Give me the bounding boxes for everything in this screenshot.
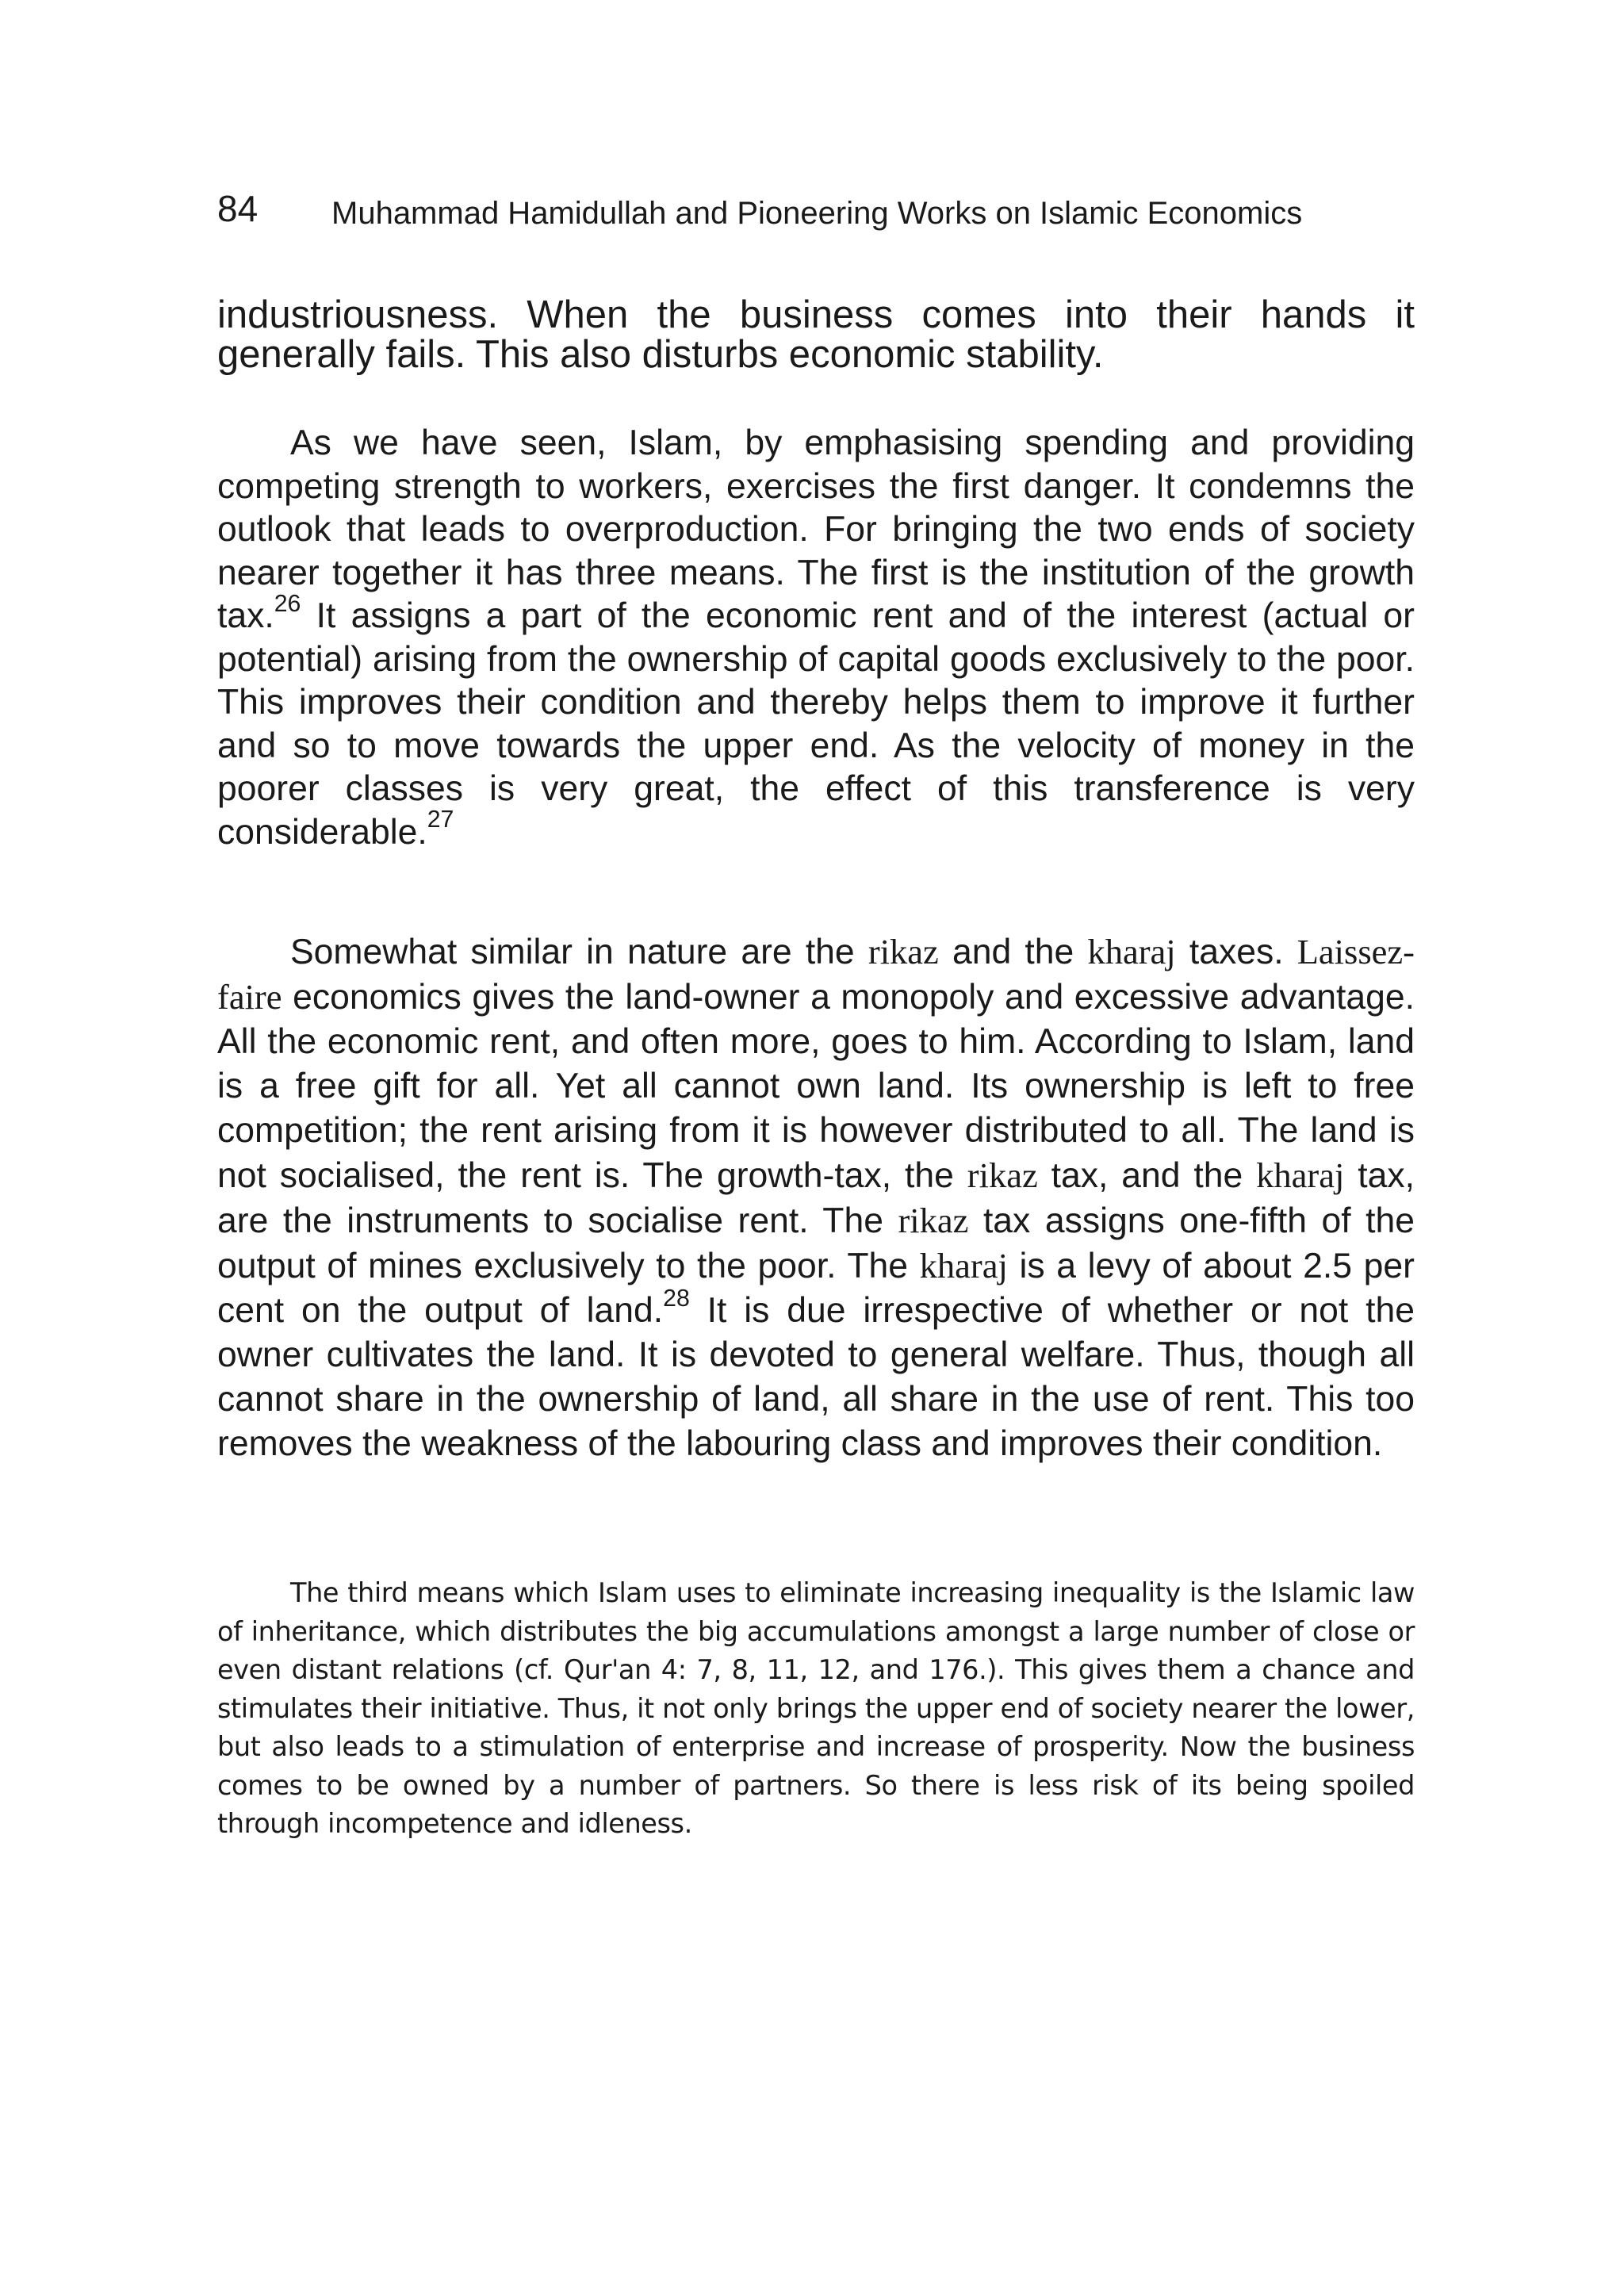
paragraph-3-s1: Somewhat similar in nature are the: [290, 933, 868, 971]
paragraph-3: [217, 929, 1415, 1466]
paragraph-2: [217, 422, 1415, 854]
paragraph-3-s6: tax, are the instruments to socialise rent. The: [217, 1156, 1415, 1240]
paragraph-3-s5: tax, and the: [1037, 1156, 1257, 1195]
page-number: 84: [217, 188, 259, 229]
paragraph-3-s2: and the: [938, 933, 1088, 971]
term-laissez-faire: Laissez-faire: [217, 932, 1415, 1017]
footnote-ref-28: 28: [663, 1285, 690, 1312]
paragraph-3-s3: taxes.: [1175, 933, 1297, 971]
paragraph-2-text-b: It assigns a part of the economic rent and of the interest (actual or potential) arising from the ownership of capital goods exclusively to the poor. This improves their condition and thereby helps them to improve it further and so to move towards the upper end. As the velocity of money in the poorer classes is very great, the effect of this transference is very considerable.: [217, 596, 1415, 852]
term-rikaz: rikaz: [898, 1201, 969, 1240]
paragraph-4-text: The third means which Islam uses to eliminate increasing inequality is the Islamic law of inheritance, which distributes the big accumulations amongst a large number of close or even distant relations (cf. Qur'an 4: 7, 8, 11, 12, and 176.). This gives them a chance and stimulates their initiative. Thus, it not only brings the upper end of society nearer the lower, but also leads to a stimulation of enterprise and increase of prosperity. Now the business comes to be owned by a number of partners. So there is less risk of its being spoiled through incompetence and idleness.: [217, 1577, 1415, 1839]
term-kharaj: kharaj: [1087, 932, 1176, 971]
running-title: Muhammad Hamidullah and Pioneering Works on Islamic Economics: [331, 196, 1303, 231]
paragraph-3-s7: tax assigns one-fifth of the output of mines exclusively to the poor. The: [217, 1201, 1415, 1285]
paragraph-4: [217, 1574, 1415, 1844]
paragraph-3-s4: economics gives the land-owner a monopoly and excessive advantage. All the economic rent, and often more, goes to him. According to Islam, land is a free gift for all. Yet all cannot own land. Its ownership is left to free competition; the rent arising from it is however distributed to all. The land is not socialised, the rent is. The growth-tax, the: [217, 978, 1415, 1195]
footnote-ref-26: 26: [274, 590, 301, 617]
paragraph-1-text: industriousness. When the business comes into their hands it generally fails. This also disturbs economic stability.: [217, 293, 1415, 376]
paragraph-3-s8: is a levy of about 2.5 per cent on the output of land.: [217, 1247, 1415, 1330]
paragraph-3-s9: It is due irrespective of whether or not the owner cultivates the land. It is devoted to general welfare. Thus, though all cannot share in the ownership of land, all share in the use of rent. This too removes the weakness of the labouring class and improves their condition.: [217, 1291, 1415, 1463]
page-header: [217, 181, 1423, 236]
term-rikaz: rikaz: [868, 932, 939, 971]
paragraph-2-text-a: As we have seen, Islam, by emphasising spending and providing competing strength to workers, exercises the first danger. It condemns the outlook that leads to overproduction. For bringing the two ends of society nearer together it has three means. The first is the institution of the growth tax.: [217, 423, 1415, 635]
term-kharaj: kharaj: [1256, 1155, 1345, 1195]
footnote-ref-27: 27: [427, 806, 454, 833]
term-rikaz: rikaz: [967, 1155, 1038, 1195]
term-kharaj: kharaj: [919, 1246, 1008, 1285]
paragraph-1: [217, 295, 1415, 374]
